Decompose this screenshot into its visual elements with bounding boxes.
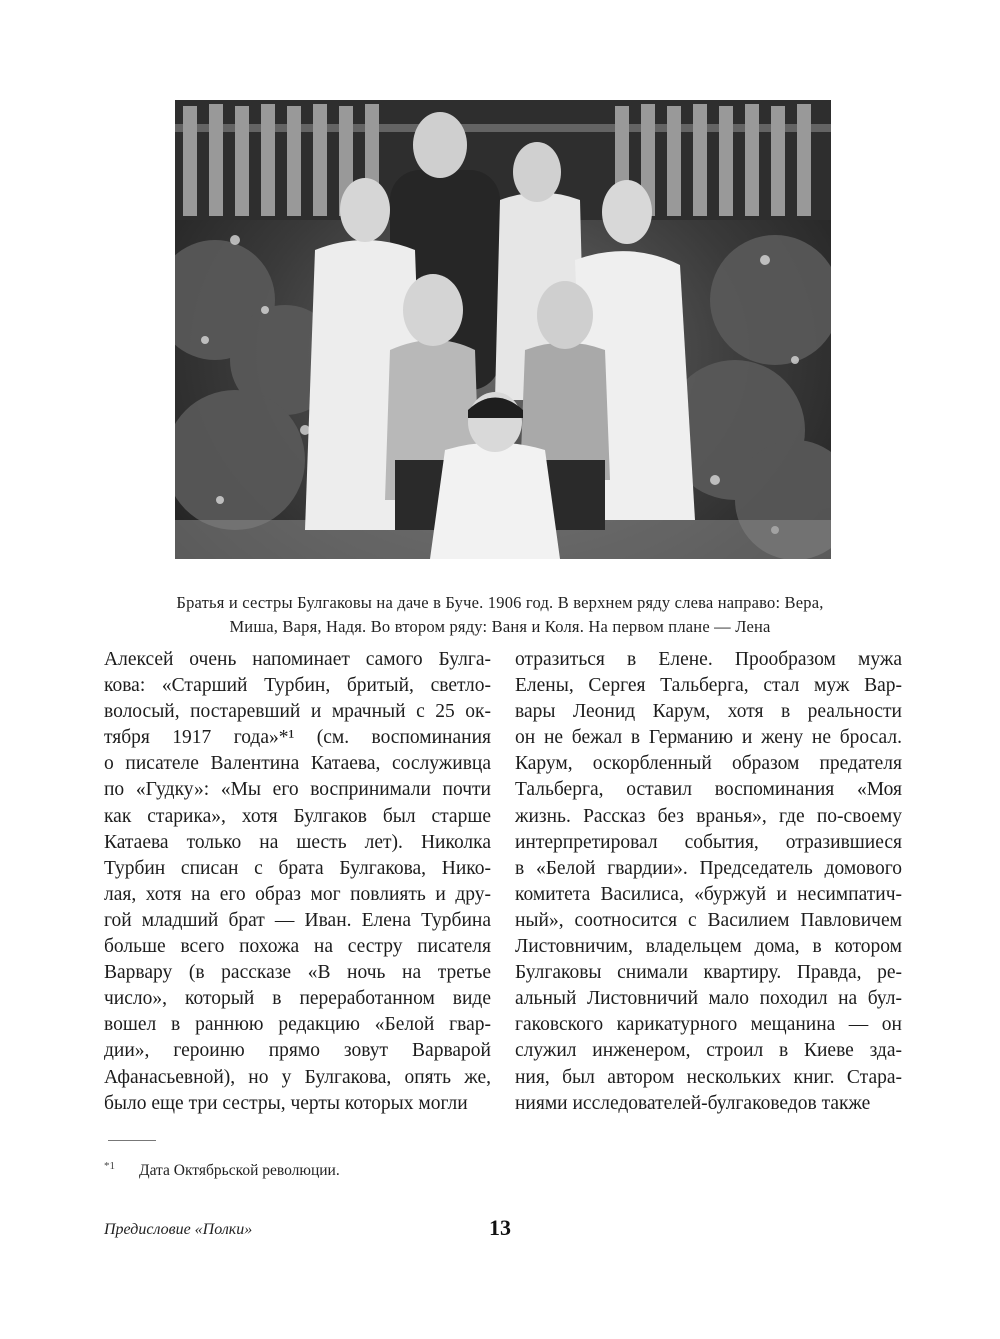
photo-caption bbox=[120, 591, 880, 639]
text-line: отразиться в Елене. Прообразом мужа bbox=[515, 649, 902, 670]
text-line: лая, хотя на его образ мог повлиять и дру- bbox=[104, 883, 491, 905]
text-line: служил инженером, строил в Киеве зда- bbox=[515, 1040, 902, 1062]
family-photograph bbox=[175, 100, 831, 559]
text-line: как старика», хотя Булгаков был старше bbox=[104, 805, 491, 827]
text-line: гой младший брат — Иван. Елена Турбина bbox=[104, 909, 491, 931]
text-line: Елены, Сергея Тальберга, стал муж Вар- bbox=[515, 675, 902, 697]
photograph-illustration bbox=[175, 100, 831, 559]
text-line: вошел в раннюю редакцию «Белой гвар- bbox=[104, 1014, 491, 1036]
caption-line: Братья и сестры Булгаковы на даче в Буче. 1906 год. В верхнем ряду слева направо: Вера, bbox=[176, 593, 824, 612]
text-line: по «Гудку»: «Мы его воспринимали почти bbox=[104, 779, 491, 801]
text-line: ния, был автором нескольких книг. Стара- bbox=[515, 1066, 902, 1088]
text-column-left bbox=[104, 647, 491, 1117]
text-column-right bbox=[515, 647, 902, 1117]
text-line: Турбин списан с брата Булгакова, Нико- bbox=[104, 857, 491, 879]
text-line: жизнь. Рассказ без вранья», где по-своему bbox=[515, 805, 902, 827]
text-line: ный», соотносится с Василием Павловичем bbox=[515, 909, 902, 931]
text-line: тября 1917 года»*¹ (см. воспоминания bbox=[104, 727, 491, 749]
text-line: волосый, постаревший и мрачный с 25 ок- bbox=[104, 701, 491, 723]
footnote-mark: *1 bbox=[104, 1160, 115, 1172]
text-line: Карум, оскорбленный образом предателя bbox=[515, 753, 902, 775]
text-line: гаковского карикатурного мещанина — он bbox=[515, 1014, 902, 1036]
text-line: дии», героиню прямо зовут Варварой bbox=[104, 1040, 491, 1062]
text-line: Алексей очень напоминает самого Булга- bbox=[104, 649, 491, 670]
text-line: Булгаковы снимали квартиру. Правда, ре- bbox=[515, 962, 902, 984]
text-line: интерпретировал события, отразившиеся bbox=[515, 831, 902, 853]
text-line: в «Белой гвардии». Председатель домового bbox=[515, 857, 902, 879]
text-line: вары Леонид Карум, хотя в реальности bbox=[515, 701, 902, 723]
text-line: больше всего похожа на сестру писателя bbox=[104, 936, 491, 958]
text-line: альный Листовничий мало походил на бул- bbox=[515, 988, 902, 1010]
text-line: кова: «Старший Турбин, бритый, светло- bbox=[104, 675, 491, 697]
footnote-text: Дата Октябрьской революции. bbox=[139, 1162, 340, 1180]
text-line: он не бежал в Германию и жену не бросал. bbox=[515, 727, 902, 749]
text-line: Афанасьевной), но у Булгакова, опять же, bbox=[104, 1066, 491, 1088]
text-line: Варвару (в рассказе «В ночь на третье bbox=[104, 962, 491, 984]
text-line: Тальберга, оставил воспоминания «Моя bbox=[515, 779, 902, 801]
running-head: Предисловие «Полки» bbox=[104, 1221, 253, 1238]
footnote bbox=[104, 1156, 340, 1181]
text-line: число», который в переработанном виде bbox=[104, 988, 491, 1010]
page-number: 13 bbox=[489, 1215, 511, 1240]
footnote-divider bbox=[108, 1140, 156, 1141]
text-line: было еще три сестры, черты которых могли bbox=[104, 1092, 468, 1114]
text-line: Листовничим, владельцем дома, в котором bbox=[515, 936, 902, 958]
text-line: о писателе Валентина Катаева, сослуживца bbox=[104, 753, 491, 775]
text-line: ниями исследователей-булгаковедов также bbox=[515, 1092, 871, 1114]
caption-line: Миша, Варя, Надя. Во втором ряду: Ваня и Коля. На первом плане — Лена bbox=[229, 617, 771, 636]
text-line: комитета Василиса, «буржуй и несимпатич- bbox=[515, 883, 902, 905]
text-line: Катаева только на шесть лет). Николка bbox=[104, 831, 491, 853]
